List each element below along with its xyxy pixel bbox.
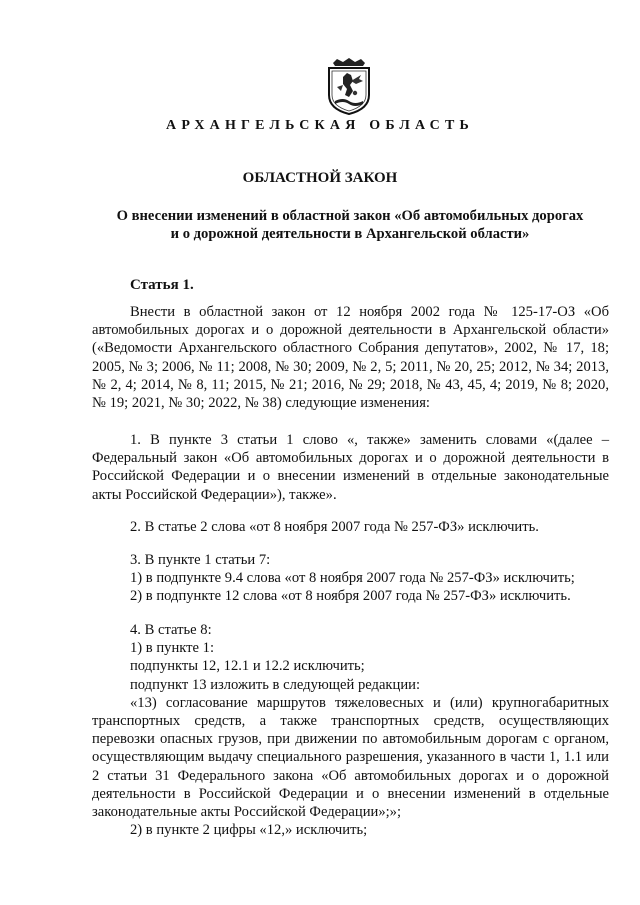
law-title-line: и о дорожной деятельности в Архангельской области» bbox=[170, 226, 530, 242]
amendment-item-4-quote: «13) согласование маршрутов тяжеловесных и (или) крупногабаритных транспортных средств, а также транспортных средств, осуществляющих перевозки опасных грузов, при движении по автомобильным дорогам с органом, осуществляющим выдачу специального разрешения, указанного в части 1, 1.1 или 2 статьи 31 Федерального закона «Об автомобильных дорогах и о дорожной деятельности в Российской Федерации и о внесении изменений в отдельные законодательные акты Российской Федерации»;»; bbox=[92, 694, 609, 821]
law-title-line: О внесении изменений в областной закон «Об автомобильных дорогах bbox=[116, 208, 584, 224]
amendment-item-2: 2. В статье 2 слова «от 8 ноября 2007 года № 257-ФЗ» исключить. bbox=[130, 519, 539, 535]
amendment-item-4-sub1b: подпункт 13 изложить в следующей редакции: bbox=[130, 676, 421, 693]
amendment-item-4 bbox=[92, 621, 609, 839]
amendment-item-1: 1. В пункте 3 статьи 1 слово «, также» заменить словами «(далее – Федеральный закон «Об автомобильных дорогах и о дорожной деятельности в Российской Федерации и о внесении изменений в отдельные законодательные акты Российской Федерации»), также». bbox=[92, 432, 609, 503]
article-intro-paragraph: Внести в областной закон от 12 ноября 2002 года № 125-17-ОЗ «Об автомобильных дорогах и о дорожной деятельности в Архангельской области» («Ведомости Архангельского областного Собрания депутатов», 2002, № 17, 18; 2005, № 3; 2006, № 11; 2008, № 30; 2009, № 2, 5; 2011, № 20, 25; 2012, № 34; 2013, № 2, 4; 2014, № 8, 11; 2015, № 21; 2016, № 29; 2018, № 43, 45, 4; 2019, № 8; 2020, № 19; 2021, № 30; 2022, № 38) следующие изменения: bbox=[92, 304, 609, 412]
amendment-item-3-sub1: 1) в подпункте 9.4 слова «от 8 ноября 2007 года № 257-ФЗ» исключить; bbox=[130, 570, 575, 587]
amendment-item-4-sub2: 2) в пункте 2 цифры «12,» исключить; bbox=[130, 822, 368, 839]
coat-of-arms-emblem bbox=[323, 57, 375, 115]
document-type: ОБЛАСТНОЙ ЗАКОН bbox=[242, 170, 398, 186]
amendment-item-2-wrap bbox=[92, 518, 609, 536]
amendment-item-4-head: 4. В статье 8: bbox=[130, 622, 212, 638]
amendment-item-3 bbox=[92, 551, 609, 606]
law-title bbox=[80, 207, 620, 243]
amendment-item-3-head: 3. В пункте 1 статьи 7: bbox=[130, 552, 271, 568]
amendment-item-3-sub2: 2) в подпункте 12 слова «от 8 ноября 2007 года № 257-ФЗ» исключить. bbox=[130, 588, 571, 605]
amendment-item-4-sub1: 1) в пункте 1: bbox=[130, 640, 215, 657]
amendment-item-4-sub1a: подпункты 12, 12.1 и 12.2 исключить; bbox=[130, 658, 365, 675]
region-name: АРХАНГЕЛЬСКАЯ ОБЛАСТЬ bbox=[166, 118, 474, 133]
article-heading: Статья 1. bbox=[130, 277, 194, 293]
